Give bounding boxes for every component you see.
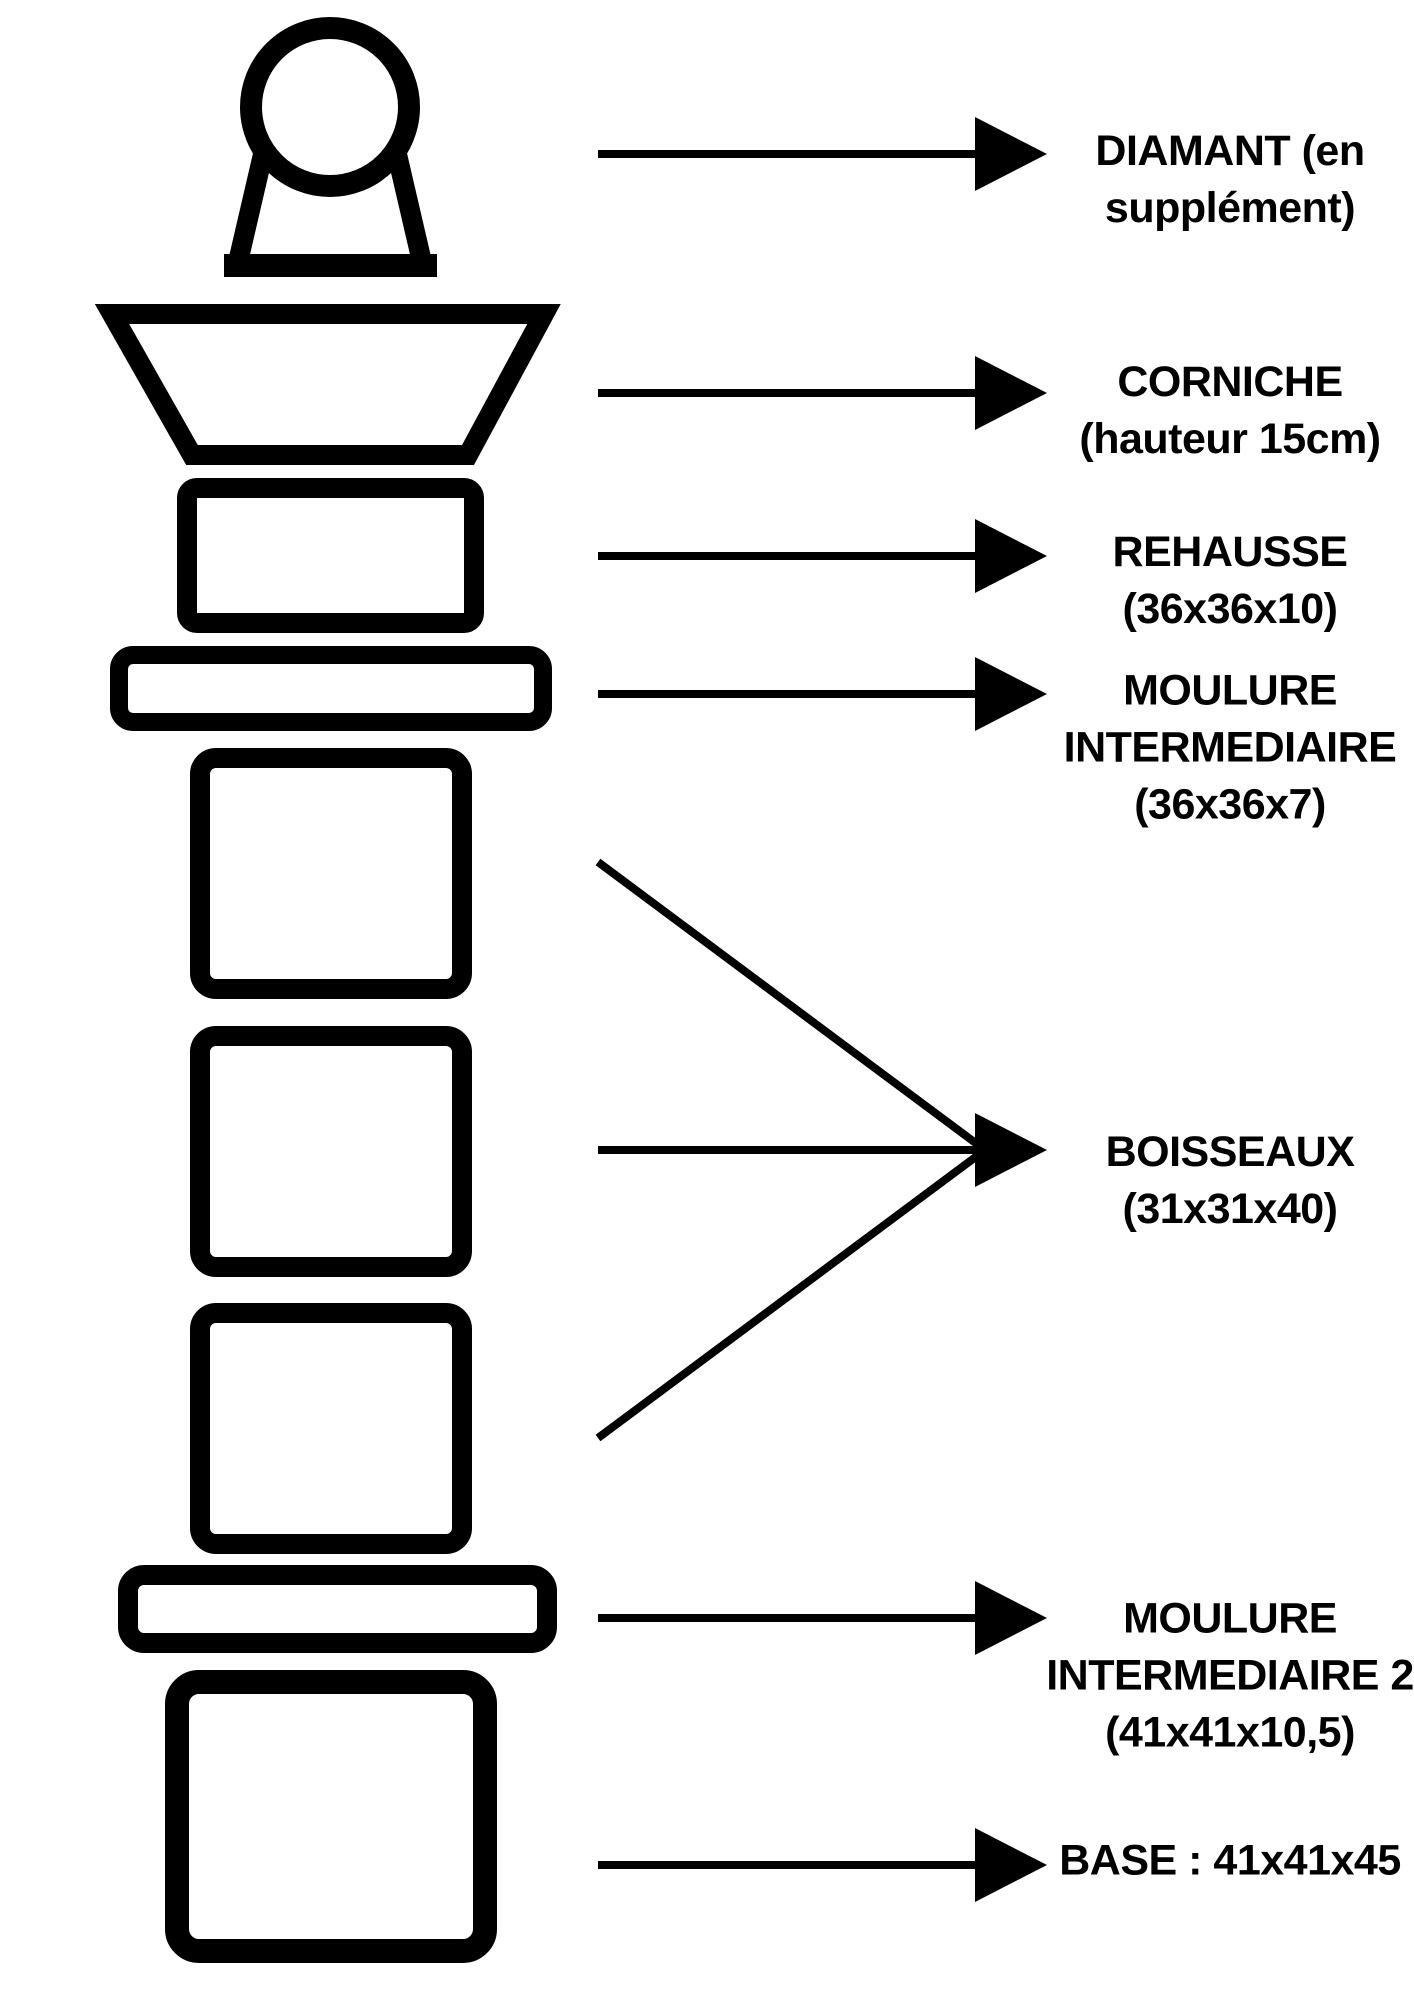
label-line: DIAMANT (en (1095, 127, 1365, 175)
boisseau-3-shape (200, 1313, 462, 1544)
label-line: (41x41x10,5) (1105, 1708, 1355, 1757)
base-shape (177, 1682, 485, 1951)
label-line: MOULURE (1123, 1594, 1337, 1643)
label-line: (36x36x7) (1134, 780, 1326, 829)
label-line: INTERMEDIAIRE 2 (1046, 1651, 1414, 1700)
label-line: BOISSEAUX (1105, 1128, 1355, 1176)
label-line: (31x31x40) (1122, 1185, 1338, 1233)
corniche-shape (112, 314, 544, 455)
arrow-boisseaux (598, 862, 1047, 1438)
arrow-diamant (598, 117, 1047, 191)
label-boisseaux (1020, 1124, 1414, 1238)
label-line: supplément) (1104, 184, 1356, 232)
label-line: MOULURE (1123, 666, 1337, 715)
moulure-intermediaire-shape (119, 655, 543, 722)
label-line: BASE : 41x41x45 (1059, 1836, 1401, 1885)
diamant-shape (224, 28, 437, 277)
diamant-neck-base-bar (224, 254, 437, 277)
boisseau-2-shape (200, 1036, 462, 1267)
arrow-base (598, 1828, 1047, 1902)
label-line: REHAUSSE (1112, 528, 1348, 576)
label-line: INTERMEDIAIRE (1063, 723, 1397, 772)
diamant-neck-right-leg (396, 150, 422, 262)
rehausse-shape (187, 488, 474, 623)
label-line: (hauteur 15cm) (1079, 415, 1381, 463)
arrow-rehausse (598, 519, 1047, 593)
label-line: CORNICHE (1117, 358, 1343, 406)
arrow-moulure-intermediaire-2 (598, 1581, 1047, 1655)
diamant-sphere (251, 28, 409, 186)
label-moulure-intermediaire-2 (1020, 1591, 1414, 1762)
arrow-corniche (598, 356, 1047, 430)
label-rehausse (1020, 524, 1414, 638)
arrow-boisseaux-upper-line (598, 862, 985, 1150)
label-diamant (1020, 123, 1414, 237)
arrow-boisseaux-lower-line (598, 1150, 985, 1438)
label-base (1020, 1833, 1414, 1890)
boisseau-1-shape (200, 758, 462, 989)
label-moulure-intermediaire (1020, 663, 1414, 834)
diamant-neck-left-leg (238, 150, 264, 262)
label-corniche (1020, 354, 1414, 468)
moulure-intermediaire-2-shape (128, 1575, 547, 1643)
arrow-moulure-intermediaire (598, 657, 1047, 731)
label-line: (36x36x10) (1122, 585, 1338, 633)
